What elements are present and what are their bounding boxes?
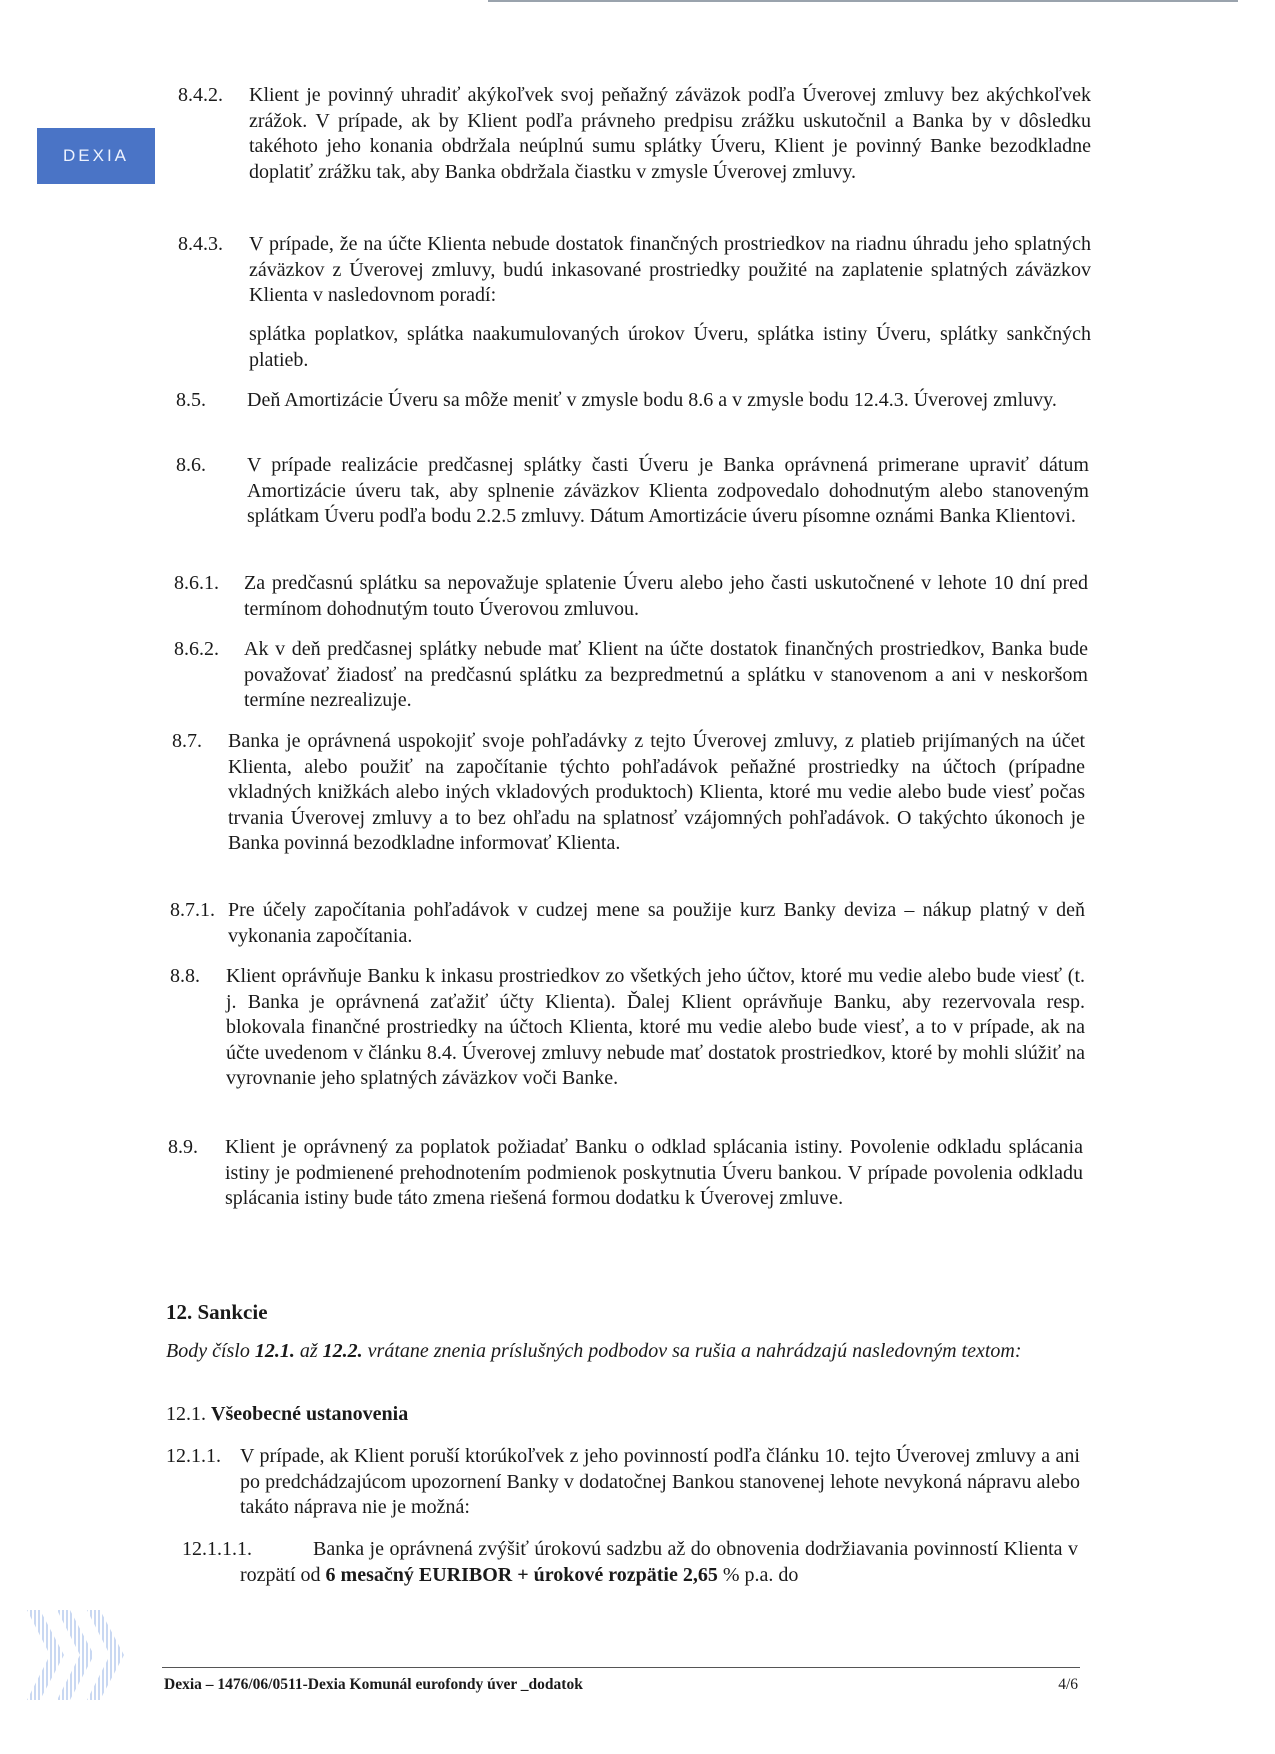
clause-12-1-1 (166, 1444, 1080, 1521)
clause-8-6 (176, 453, 1089, 530)
clause-number: 8.7.1. (170, 899, 215, 921)
clause-8-7 (172, 729, 1085, 857)
clause-text: Klient oprávňuje Banku k inkasu prostriedkov zo všetkých jeho účtov, ktoré mu vedie alebo bude viesť (t. j. Banka je oprávnená zaťažiť účty Klienta). Ďalej Klient oprávňuje Banku, aby rezervovala resp. blokovala finančné prostriedky na účtoch Klienta, ktoré mu vedie alebo bude viesť, a to v prípade, ak na účte uvedenom v článku 8.4. Úverovej zmluvy nebude mať dostatok prostriedkov, ktoré by mohli slúžiť na vyrovnanie jeho splatných záväzkov voči Banke. (226, 965, 1085, 1090)
top-rule (488, 0, 1238, 2)
clause-text: splátka poplatkov, splátka naakumulovaných úrokov Úveru, splátka istiny Úveru, splátky sankčných platieb. (249, 323, 1091, 371)
clause-text: Klient je povinný uhradiť akýkoľvek svoj peňažný záväzok podľa Úverovej zmluvy bez akýchkoľvek zrážok. V prípade, ak by Klient podľa právneho predpisu zrážku uskutočnil a Banka by v dôsledku takéhoto jeho konania obdržala neúplnú sumu splátky Úveru, Klient je povinný Banke bezodkladne doplatiť zrážku tak, aby Banka obdržala čiastku v zmysle Úverovej zmluvy. (249, 84, 1091, 183)
clause-number: 8.6.1. (174, 572, 219, 594)
clause-8-6-2 (174, 637, 1088, 714)
clause-number: 8.4.3. (178, 233, 223, 255)
clause-text: Deň Amortizácie Úveru sa môže meniť v zmysle bodu 8.6 a v zmysle bodu 12.4.3. Úverovej zmluvy. (247, 389, 1057, 411)
subsection-title: 12.1. Všeobecné ustanovenia (166, 1403, 409, 1425)
clause-text: Banka je oprávnená uspokojiť svoje pohľadávky z tejto Úverovej zmluvy, z platieb prijímaných na účet Klienta, alebo použiť na započítanie týchto pohľadávok peňažné prostriedky na účtoch (prípadne vkladných knižkách alebo iných vkladových produktoch) Klienta, ktoré mu vedie alebo bude viesť počas trvania Úverovej zmluvy a to bez ohľadu na splatnosť vzájomných pohľadávok. O takýchto úkonoch je Banka povinná bezodkladne informovať Klienta. (228, 730, 1085, 855)
footer-doc-id: Dexia – 1476/06/0511-Dexia Komunál eurofondy úver _dodatok (164, 1676, 583, 1693)
clause-8-6-1 (174, 571, 1088, 622)
footer (164, 1676, 1078, 1694)
clause-text: Za predčasnú splátku sa nepovažuje splatenie Úveru alebo jeho časti uskutočnené v lehote 10 dní pred termínom dohodnutým touto Úverovou zmluvou. (244, 572, 1088, 620)
clause-8-5 (176, 388, 1089, 414)
section-title: 12. Sankcie (166, 1300, 268, 1324)
clause-number: 8.7. (172, 730, 202, 752)
chevron-decoration-icon (22, 1600, 142, 1710)
clause-number: 8.8. (170, 965, 200, 987)
section-intro: Body číslo 12.1. až 12.2. vrátane znenia príslušných podbodov sa rušia a nahrádzajú nasledovným textom: (166, 1340, 1022, 1362)
footer-rule (162, 1667, 1080, 1668)
page-number: 4/6 (1058, 1676, 1078, 1693)
dexia-logo: DEXIA (37, 128, 155, 184)
clause-8-9 (168, 1135, 1083, 1212)
clause-8-4-2 (178, 83, 1091, 185)
clause-8-7-1 (170, 898, 1085, 949)
clause-text: V prípade realizácie predčasnej splátky časti Úveru je Banka oprávnená primerane upraviť dátum Amortizácie úveru tak, aby splnenie záväzkov Klienta zodpovedalo dohodnutým alebo stanoveným splátkam Úveru podľa bodu 2.2.5 zmluvy. Dátum Amortizácie úveru písomne oznámi Banka Klientovi. (247, 454, 1089, 528)
clause-8-4-3 (178, 232, 1091, 309)
clause-12-1-1-1 (182, 1537, 1078, 1588)
clause-number: 8.6.2. (174, 638, 219, 660)
clause-number: 8.5. (176, 389, 206, 411)
clause-number: 8.6. (176, 454, 206, 476)
clause-text: Pre účely započítania pohľadávok v cudzej mene sa použije kurz Banky deviza – nákup platný v deň vykonania započítania. (228, 899, 1085, 947)
clause-number: 12.1.1.1. (182, 1538, 252, 1560)
clause-text: V prípade, ak Klient poruší ktorúkoľvek z jeho povinností podľa článku 10. tejto Úverovej zmluvy a ani po predchádzajúcom upozornení Banky v dodatočnej Bankou stanovenej lehote nevykoná nápravu alebo takáto náprava nie je možná: (240, 1445, 1080, 1519)
clause-number: 8.4.2. (178, 84, 223, 106)
clause-8-4-3-order (249, 322, 1091, 373)
clause-text: Banka je oprávnená zvýšiť úrokovú sadzbu až do obnovenia dodržiavania povinností Klienta v rozpätí od 6 mesačný EURIBOR + úrokové rozpätie 2,65 % p.a. do (240, 1538, 1078, 1586)
clause-text: Ak v deň predčasnej splátky nebude mať Klient na účte dostatok finančných prostriedkov, Banka bude považovať žiadosť na predčasnú splátku za bezpredmetnú a splátku v stanovenom a ani v neskoršom termíne nezrealizuje. (244, 638, 1088, 712)
clause-text: Klient je oprávnený za poplatok požiadať Banku o odklad splácania istiny. Povolenie odkladu splácania istiny je podmienené prehodnotením podmienok poskytnutia Úveru bankou. V prípade povolenia odkladu splácania istiny bude táto zmena riešená formou dodatku k Úverovej zmluve. (225, 1136, 1083, 1210)
clause-number: 12.1.1. (166, 1445, 221, 1467)
clause-text: V prípade, že na účte Klienta nebude dostatok finančných prostriedkov na riadnu úhradu jeho splatných záväzkov z Úverovej zmluvy, budú inkasované prostriedky použité na zaplatenie splatných záväzkov Klienta v nasledovnom poradí: (249, 233, 1091, 307)
clause-8-8 (170, 964, 1085, 1092)
clause-number: 8.9. (168, 1136, 198, 1158)
